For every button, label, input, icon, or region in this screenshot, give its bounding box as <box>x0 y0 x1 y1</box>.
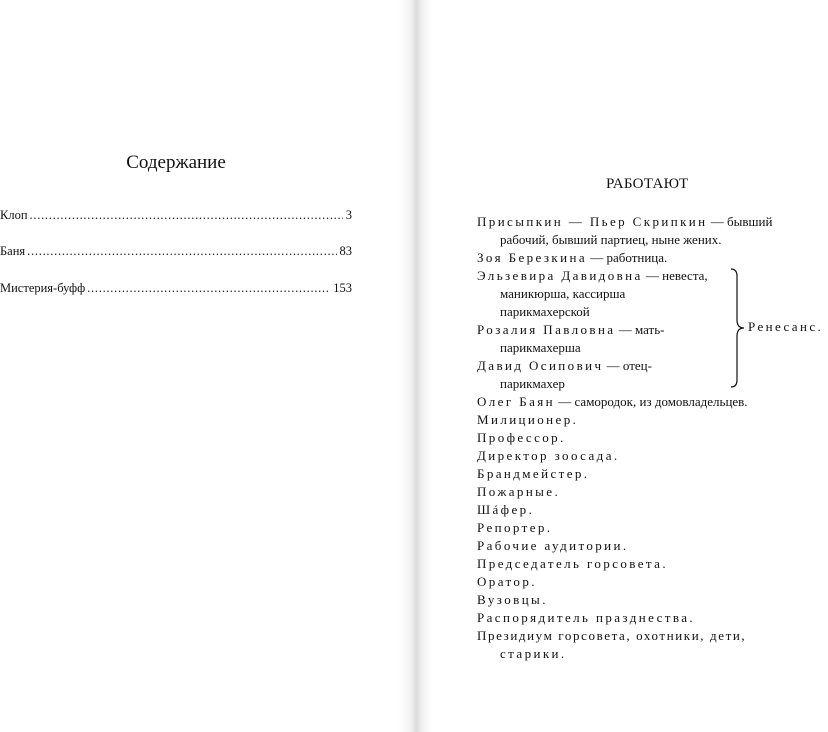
toc-entry-page: 83 <box>339 244 352 258</box>
cast-line-elzevira-cont2: парикмахерской <box>500 304 590 319</box>
cast-line-elzevira <box>477 267 708 285</box>
toc-entry-label: Клоп <box>0 208 28 222</box>
toc-entry-misteriya[interactable] <box>0 279 352 297</box>
cast-line-pozharnye: Пожарные. <box>477 484 561 499</box>
character-name: Присыпкин — Пьер Скрипкин <box>477 214 708 229</box>
character-desc: — отец- <box>603 358 652 373</box>
cast-line-rasporyaditel: Распорядитель празднества. <box>477 610 696 625</box>
character-desc: — невеста, <box>642 268 708 283</box>
cast-title: РАБОТАЮТ <box>606 176 689 192</box>
character-name: Зоя Березкина <box>477 250 587 265</box>
toc-entry-banya[interactable] <box>0 242 352 260</box>
toc-leader-dots <box>27 242 336 260</box>
character-name: Розалия Павловна <box>477 322 616 337</box>
cast-line-vuzovtsy: Вузовцы. <box>477 592 548 607</box>
character-desc: — работница. <box>587 250 668 265</box>
character-name: Олег Баян <box>477 394 555 409</box>
cast-line-direktor: Директор зоосада. <box>477 448 620 463</box>
character-desc: — самородок, из домовладельцев. <box>555 394 748 409</box>
cast-line-rabochie: Рабочие аудитории. <box>477 538 629 553</box>
cast-line-orator: Оратор. <box>477 574 537 589</box>
toc-leader-dots <box>30 206 343 224</box>
cast-line-david-cont: парикмахер <box>500 376 565 391</box>
toc-entry-label: Баня <box>0 244 26 258</box>
toc-title: Содержание <box>126 152 226 173</box>
cast-line-zoya <box>477 249 667 267</box>
character-desc: — мать- <box>615 322 665 337</box>
cast-line-elzevira-cont: маникюрша, кассирша <box>500 286 626 301</box>
cast-line-brandmeister: Брандмейстер. <box>477 466 590 481</box>
cast-line-prezidium: Президиум горсовета, охотники, дети, <box>477 628 747 643</box>
cast-line-shafer: Шáфер. <box>477 502 535 517</box>
cast-line-predsedatel: Председатель горсовета. <box>477 556 668 571</box>
group-label-renesans: Ренесанс. <box>748 319 824 334</box>
toc-entry-label: Мистерия-буфф <box>0 281 86 295</box>
curly-brace-icon <box>730 268 748 388</box>
cast-line-rozalia <box>477 321 665 339</box>
toc-entry-klop[interactable] <box>0 206 352 224</box>
cast-line-rozalia-cont: парикмахерша <box>500 340 581 355</box>
cast-line-prisypkin <box>477 213 772 231</box>
character-name: Эльзевира Давидовна <box>477 268 643 283</box>
left-page <box>0 0 412 732</box>
cast-line-professor: Профессор. <box>477 430 566 445</box>
cast-line-reporter: Репортер. <box>477 520 553 535</box>
cast-line-militsioner: Милиционер. <box>477 412 579 427</box>
cast-line-oleg <box>477 393 748 411</box>
toc-leader-dots <box>87 279 330 297</box>
cast-line-david <box>477 357 652 375</box>
toc-entry-page: 3 <box>345 208 352 222</box>
character-desc: — бывший <box>707 214 773 229</box>
book-gutter-shadow <box>398 0 432 732</box>
toc-entry-page: 153 <box>333 281 352 295</box>
cast-line-prisypkin-cont: рабочий, бывший партиец, ныне жених. <box>500 232 722 247</box>
cast-line-prezidium-cont: старики. <box>500 646 567 661</box>
character-name: Давид Осипович <box>477 358 604 373</box>
